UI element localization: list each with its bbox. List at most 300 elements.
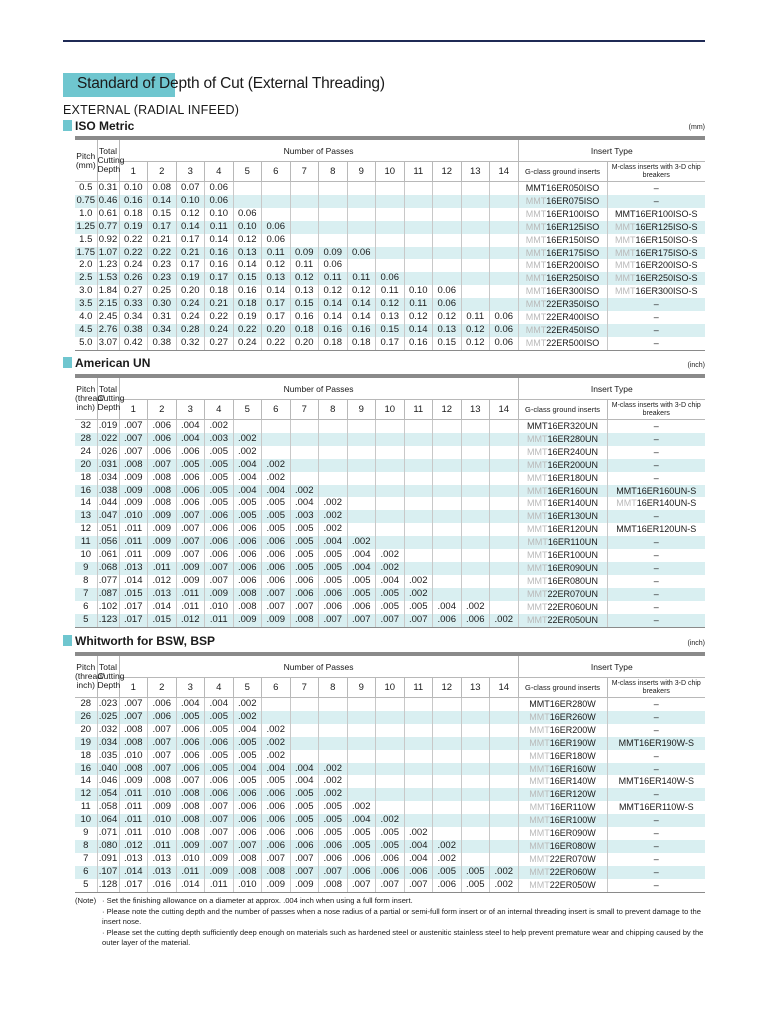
table-row: [75, 549, 705, 562]
insert-code: 16ER140W: [549, 776, 596, 787]
pass-depth-cell: [404, 472, 433, 485]
total-depth-cell: .123: [97, 614, 119, 627]
pass-depth-cell: [290, 446, 319, 459]
pass-depth-cell: .006: [376, 853, 405, 866]
pass-depth-cell: .007: [319, 866, 348, 879]
pass-depth-cell: .004: [319, 536, 348, 549]
pass-depth-cell: .006: [262, 801, 291, 814]
insert-prefix: MMT: [529, 776, 550, 787]
insert-code: –: [653, 699, 659, 709]
pass-number-header: 12: [433, 678, 462, 698]
m-class-insert-cell: [607, 459, 705, 472]
page-title: [63, 73, 423, 97]
pass-depth-cell: [347, 195, 376, 208]
total-depth-cell: .035: [98, 749, 118, 761]
insert-code: 16ER160UN: [547, 485, 599, 496]
pitch-cell: 1.0: [79, 207, 93, 219]
total-depth-cell: .061: [98, 549, 118, 561]
pitch-cell: 0.5: [79, 182, 93, 193]
total-depth-cell: .071: [98, 827, 118, 839]
pass-depth-cell: [404, 234, 433, 247]
insert-code: 16ER200UN: [547, 459, 599, 470]
g-class-insert-cell: [518, 549, 607, 562]
pass-number-header: 7: [290, 400, 319, 420]
pass-depth-cell: [490, 182, 519, 195]
pass-depth-cell: 0.16: [205, 259, 234, 272]
pass-depth-cell: [347, 234, 376, 247]
pass-depth-cell: 0.14: [347, 311, 376, 324]
table-row: [75, 614, 705, 627]
total-depth-cell: 1.53: [98, 272, 118, 284]
pass-depth-cell: [262, 698, 291, 711]
pitch-cell: 20: [80, 723, 92, 735]
pass-depth-cell: .004: [233, 763, 262, 776]
pass-depth-cell: 0.11: [461, 311, 490, 324]
pass-depth-cell: 0.06: [205, 182, 234, 195]
table-row: [75, 208, 705, 221]
pass-depth-cell: 0.30: [148, 298, 177, 311]
pass-depth-cell: [461, 234, 490, 247]
g-class-insert-cell: [518, 259, 607, 272]
pass-depth-cell: .010: [176, 853, 205, 866]
total-depth-cell: .077: [98, 574, 118, 586]
insert-code: 16ER280W: [549, 699, 596, 709]
insert-code: –: [653, 562, 659, 573]
pass-depth-cell: .005: [290, 523, 319, 536]
pass-depth-cell: [262, 711, 291, 724]
g-class-insert-cell: [518, 763, 607, 776]
total-depth-cell: .031: [98, 458, 118, 470]
note-item: · Set the finishing allowance on a diameter at approx. .004 inch when using a full form insert.: [102, 896, 413, 905]
insert-prefix: MMT: [525, 337, 547, 348]
pass-depth-cell: 0.42: [119, 337, 148, 350]
pass-depth-cell: 0.06: [376, 272, 405, 285]
pass-depth-cell: [461, 259, 490, 272]
pass-depth-cell: [490, 433, 519, 446]
insert-code: 16ER110W-S: [639, 802, 694, 813]
pass-depth-cell: .002: [319, 497, 348, 510]
pass-depth-cell: .007: [347, 614, 376, 627]
pass-depth-cell: .002: [233, 711, 262, 724]
pass-depth-cell: [347, 446, 376, 459]
pass-depth-cell: .008: [119, 763, 148, 776]
pass-depth-cell: .002: [490, 614, 519, 627]
pass-depth-cell: .005: [262, 523, 291, 536]
pass-depth-cell: .002: [319, 763, 348, 776]
pass-depth-cell: 0.25: [148, 285, 177, 298]
m-class-insert-cell: [607, 420, 705, 433]
pass-depth-cell: .005: [461, 866, 490, 879]
insert-code: –: [653, 588, 659, 599]
pass-depth-cell: .009: [119, 497, 148, 510]
pass-depth-cell: .002: [319, 775, 348, 788]
pass-depth-cell: .006: [233, 562, 262, 575]
pass-depth-cell: .002: [376, 549, 405, 562]
insert-prefix: MMT: [527, 614, 548, 625]
pass-depth-cell: [433, 221, 462, 234]
pass-depth-cell: [433, 247, 462, 260]
pass-depth-cell: [347, 698, 376, 711]
insert-code: 16ER150ISO: [546, 234, 600, 245]
pass-depth-cell: .005: [233, 510, 262, 523]
pass-depth-cell: 0.18: [205, 285, 234, 298]
pass-depth-cell: .002: [376, 814, 405, 827]
insert-prefix: MMT: [525, 247, 547, 258]
insert-prefix: MMT: [527, 446, 548, 457]
pass-depth-cell: .002: [233, 698, 262, 711]
pass-number-header: 10: [376, 678, 405, 698]
pass-depth-cell: .009: [176, 562, 205, 575]
pass-depth-cell: .008: [319, 879, 348, 892]
pass-depth-cell: .009: [148, 549, 177, 562]
insert-prefix: MMT: [527, 575, 548, 586]
pass-depth-cell: [290, 711, 319, 724]
total-depth-cell: .068: [98, 561, 118, 573]
pass-depth-cell: [319, 221, 348, 234]
pass-number-header: 8: [319, 162, 348, 182]
pass-depth-cell: .002: [262, 459, 291, 472]
g-class-header: G-class ground inserts: [518, 400, 607, 420]
pass-depth-cell: [490, 234, 519, 247]
pitch-cell: 8: [75, 840, 97, 853]
pass-depth-cell: [490, 259, 519, 272]
insert-code: 16ER260W: [549, 711, 596, 722]
table-row: [75, 324, 705, 337]
pass-depth-cell: .008: [176, 788, 205, 801]
pass-depth-cell: [461, 588, 490, 601]
pass-depth-cell: [461, 711, 490, 724]
pass-depth-cell: [404, 272, 433, 285]
m-class-insert-cell: [607, 285, 705, 298]
g-class-insert-cell: [518, 485, 607, 498]
insert-prefix: MMT: [615, 221, 636, 232]
total-depth-cell: .058: [98, 801, 118, 813]
insert-prefix: MMT: [615, 208, 636, 219]
note-item: · Please set the cutting depth sufficiently deep enough on materials such as hardened steel or austenitic stainless steel to help prevent premature wear and chipping caused by the outer layer of the material.: [102, 927, 704, 947]
insert-code: 16ER140UN: [547, 498, 599, 509]
pass-number-header: 14: [490, 678, 519, 698]
pass-depth-cell: .006: [262, 827, 291, 840]
insert-type-header: Insert Type: [518, 376, 705, 400]
pass-depth-cell: [404, 737, 433, 750]
insert-prefix: MMT: [529, 802, 551, 813]
pass-depth-cell: .013: [148, 853, 177, 866]
g-class-insert-cell: [518, 195, 607, 208]
table-row: [75, 272, 705, 285]
pass-number-header: 11: [404, 162, 433, 182]
pass-depth-cell: .009: [119, 485, 148, 498]
pass-depth-cell: 0.21: [148, 234, 177, 247]
pitch-header: Pitch (thread/ inch): [75, 376, 97, 420]
pass-depth-cell: 0.13: [376, 311, 405, 324]
g-class-header: G-class ground inserts: [518, 162, 607, 182]
pass-depth-cell: [490, 698, 519, 711]
insert-code: 16ER200ISO: [546, 260, 600, 271]
pass-depth-cell: .010: [119, 750, 148, 763]
pitch-cell: 12: [75, 788, 97, 801]
insert-code: 16ER125ISO: [546, 221, 600, 232]
total-depth-cell: 0.46: [98, 194, 118, 206]
pass-depth-cell: .004: [176, 433, 205, 446]
insert-code: –: [653, 853, 659, 864]
pass-depth-cell: .004: [290, 763, 319, 776]
insert-code: 16ER080UN: [547, 575, 599, 586]
pass-depth-cell: 0.14: [404, 324, 433, 337]
pass-depth-cell: [490, 775, 519, 788]
table-row: [75, 724, 705, 737]
american-un-table: [75, 374, 705, 628]
pass-depth-cell: 0.12: [290, 272, 319, 285]
pass-depth-cell: [376, 195, 405, 208]
total-depth-cell: 3.07: [97, 337, 119, 350]
pass-depth-cell: .005: [205, 711, 234, 724]
pass-depth-cell: .007: [148, 750, 177, 763]
m-class-insert-cell: [607, 575, 705, 588]
section-title-text: American UN: [75, 356, 151, 370]
pass-depth-cell: .008: [233, 866, 262, 879]
pass-depth-cell: .006: [319, 853, 348, 866]
pass-depth-cell: [347, 485, 376, 498]
pass-number-header: 14: [490, 162, 519, 182]
table-row: [75, 737, 705, 750]
pass-depth-cell: .008: [148, 485, 177, 498]
insert-code: 16ER090UN: [547, 562, 599, 573]
pass-depth-cell: .007: [176, 510, 205, 523]
pass-depth-cell: .002: [262, 737, 291, 750]
insert-prefix: MMT: [525, 183, 547, 193]
pass-depth-cell: .004: [404, 853, 433, 866]
m-class-insert-cell: [607, 433, 705, 446]
table-row: [75, 601, 705, 614]
pass-depth-cell: [404, 259, 433, 272]
pass-depth-cell: .004: [290, 497, 319, 510]
pass-depth-cell: 0.21: [176, 247, 205, 260]
pass-depth-cell: 0.34: [148, 324, 177, 337]
pass-depth-cell: .009: [176, 575, 205, 588]
m-class-insert-cell: [607, 827, 705, 840]
pass-depth-cell: .005: [205, 446, 234, 459]
pass-depth-cell: 0.11: [262, 247, 291, 260]
insert-code: –: [653, 312, 659, 323]
g-class-insert-cell: [518, 814, 607, 827]
insert-code: –: [653, 324, 659, 335]
insert-prefix: MMT: [618, 802, 640, 813]
pass-depth-cell: [347, 208, 376, 221]
pass-number-header: 1: [119, 162, 148, 182]
pass-depth-cell: .009: [205, 866, 234, 879]
pass-depth-cell: [433, 801, 462, 814]
insert-code: 16ER075ISO: [546, 195, 600, 206]
table-row: [75, 523, 705, 536]
pass-depth-cell: .014: [119, 575, 148, 588]
g-class-insert-cell: [518, 311, 607, 324]
pass-depth-cell: .007: [376, 614, 405, 627]
pass-depth-cell: .002: [262, 472, 291, 485]
pass-depth-cell: 0.06: [233, 208, 262, 221]
pass-depth-cell: [490, 485, 519, 498]
pass-depth-cell: .007: [148, 459, 177, 472]
insert-code: 22ER070UN: [547, 588, 599, 599]
pass-depth-cell: .007: [262, 588, 291, 601]
pass-depth-cell: [461, 497, 490, 510]
total-depth-cell: .064: [98, 814, 118, 826]
pass-depth-cell: 0.12: [233, 234, 262, 247]
pass-depth-cell: .007: [119, 420, 148, 433]
pass-depth-cell: [376, 763, 405, 776]
pass-depth-cell: [490, 472, 519, 485]
pass-depth-cell: [433, 827, 462, 840]
pass-depth-cell: .005: [347, 827, 376, 840]
pass-depth-cell: [433, 536, 462, 549]
pass-depth-cell: 0.12: [176, 208, 205, 221]
pass-depth-cell: [461, 182, 490, 195]
pass-depth-cell: [290, 698, 319, 711]
pass-depth-cell: [490, 814, 519, 827]
pass-depth-cell: .006: [205, 788, 234, 801]
insert-code: –: [653, 337, 659, 348]
pitch-cell: 8: [83, 574, 89, 586]
pass-depth-cell: [319, 472, 348, 485]
m-class-insert-cell: [607, 298, 705, 311]
pitch-cell: 2.0: [79, 259, 93, 271]
table-row: [75, 433, 705, 446]
pass-depth-cell: [319, 234, 348, 247]
pass-depth-cell: [461, 272, 490, 285]
pass-depth-cell: .002: [233, 446, 262, 459]
pass-depth-cell: 0.09: [319, 247, 348, 260]
pass-depth-cell: .007: [290, 866, 319, 879]
insert-code: 16ER110UN: [547, 537, 598, 548]
pass-depth-cell: .005: [319, 575, 348, 588]
insert-code: –: [653, 537, 659, 548]
insert-prefix: MMT: [529, 879, 550, 890]
insert-prefix: MMT: [529, 866, 550, 877]
pass-depth-cell: .006: [176, 737, 205, 750]
insert-prefix: MMT: [527, 550, 548, 561]
pass-depth-cell: .006: [290, 588, 319, 601]
pass-depth-cell: .002: [404, 588, 433, 601]
pass-depth-cell: 0.16: [233, 285, 262, 298]
insert-prefix: MMT: [525, 273, 547, 284]
g-class-insert-cell: [518, 588, 607, 601]
pitch-cell: 14: [80, 775, 92, 787]
insert-prefix: MMT: [525, 286, 547, 297]
pass-depth-cell: 0.12: [433, 311, 462, 324]
pass-depth-cell: .005: [290, 814, 319, 827]
pass-depth-cell: [376, 221, 405, 234]
pass-depth-cell: .011: [119, 536, 148, 549]
insert-prefix: MMT: [529, 828, 550, 839]
pass-depth-cell: 0.18: [233, 298, 262, 311]
pass-depth-cell: .006: [376, 866, 405, 879]
pass-depth-cell: [347, 221, 376, 234]
pass-depth-cell: [461, 433, 490, 446]
g-class-insert-cell: [518, 536, 607, 549]
pass-depth-cell: .002: [205, 420, 234, 433]
pass-depth-cell: [490, 272, 519, 285]
pass-depth-cell: .006: [233, 536, 262, 549]
pass-depth-cell: [490, 195, 519, 208]
insert-code: –: [653, 711, 659, 722]
pass-depth-cell: [376, 737, 405, 750]
pass-depth-cell: .010: [148, 814, 177, 827]
pass-depth-cell: .006: [233, 827, 262, 840]
pitch-cell: 28: [80, 698, 92, 709]
insert-code: 16ER100ISO-S: [635, 208, 698, 219]
g-class-insert-cell: [518, 221, 607, 234]
pass-depth-cell: [347, 433, 376, 446]
pass-number-header: 4: [205, 678, 234, 698]
total-depth-cell: .025: [98, 710, 118, 722]
pass-depth-cell: .006: [233, 801, 262, 814]
pass-depth-cell: [262, 446, 291, 459]
pass-depth-cell: 0.17: [205, 272, 234, 285]
pass-depth-cell: [319, 195, 348, 208]
insert-code: –: [653, 575, 659, 586]
g-class-header: G-class ground inserts: [518, 678, 607, 698]
pass-depth-cell: .017: [119, 601, 148, 614]
pass-depth-cell: [376, 446, 405, 459]
pass-depth-cell: 0.14: [233, 259, 262, 272]
pass-depth-cell: .005: [205, 763, 234, 776]
pass-depth-cell: .005: [233, 737, 262, 750]
total-depth-cell: .040: [98, 762, 118, 774]
pass-depth-cell: .013: [119, 853, 148, 866]
insert-code: –: [653, 828, 659, 839]
pass-depth-cell: .004: [347, 562, 376, 575]
pass-number-header: 6: [262, 400, 291, 420]
pass-depth-cell: [376, 711, 405, 724]
insert-prefix: MMT: [525, 234, 547, 245]
m-class-insert-cell: [607, 750, 705, 763]
pass-depth-cell: 0.15: [376, 324, 405, 337]
g-class-insert-cell: [518, 272, 607, 285]
pass-depth-cell: .006: [148, 446, 177, 459]
pass-depth-cell: [347, 459, 376, 472]
pass-depth-cell: 0.11: [404, 298, 433, 311]
pass-depth-cell: 0.16: [347, 324, 376, 337]
pitch-cell: 14: [80, 497, 92, 509]
pass-depth-cell: [433, 523, 462, 536]
pass-depth-cell: [262, 433, 291, 446]
pass-depth-cell: 0.13: [433, 324, 462, 337]
pass-depth-cell: 0.23: [148, 259, 177, 272]
pass-depth-cell: [376, 698, 405, 711]
pass-depth-cell: [319, 724, 348, 737]
insert-prefix: MMT: [615, 286, 636, 297]
insert-code: 22ER450ISO: [546, 324, 600, 335]
pass-depth-cell: [404, 788, 433, 801]
insert-code: 16ER120UN: [547, 524, 599, 535]
pass-depth-cell: [490, 562, 519, 575]
pass-depth-cell: .006: [148, 433, 177, 446]
pass-depth-cell: .006: [148, 420, 177, 433]
insert-code: 22ER060W: [549, 866, 596, 877]
insert-code: 22ER350ISO: [546, 299, 600, 310]
unit-label: (mm): [688, 124, 705, 131]
pass-depth-cell: .006: [176, 724, 205, 737]
pass-depth-cell: .007: [205, 827, 234, 840]
pass-depth-cell: [404, 485, 433, 498]
pass-depth-cell: [347, 182, 376, 195]
pass-depth-cell: .005: [347, 840, 376, 853]
pass-depth-cell: .005: [347, 588, 376, 601]
insert-code: –: [653, 750, 659, 761]
pitch-cell: 19: [75, 737, 97, 750]
pass-depth-cell: .005: [319, 814, 348, 827]
total-depth-header: Total Cutting Depth: [97, 138, 119, 182]
pass-depth-cell: .005: [319, 801, 348, 814]
